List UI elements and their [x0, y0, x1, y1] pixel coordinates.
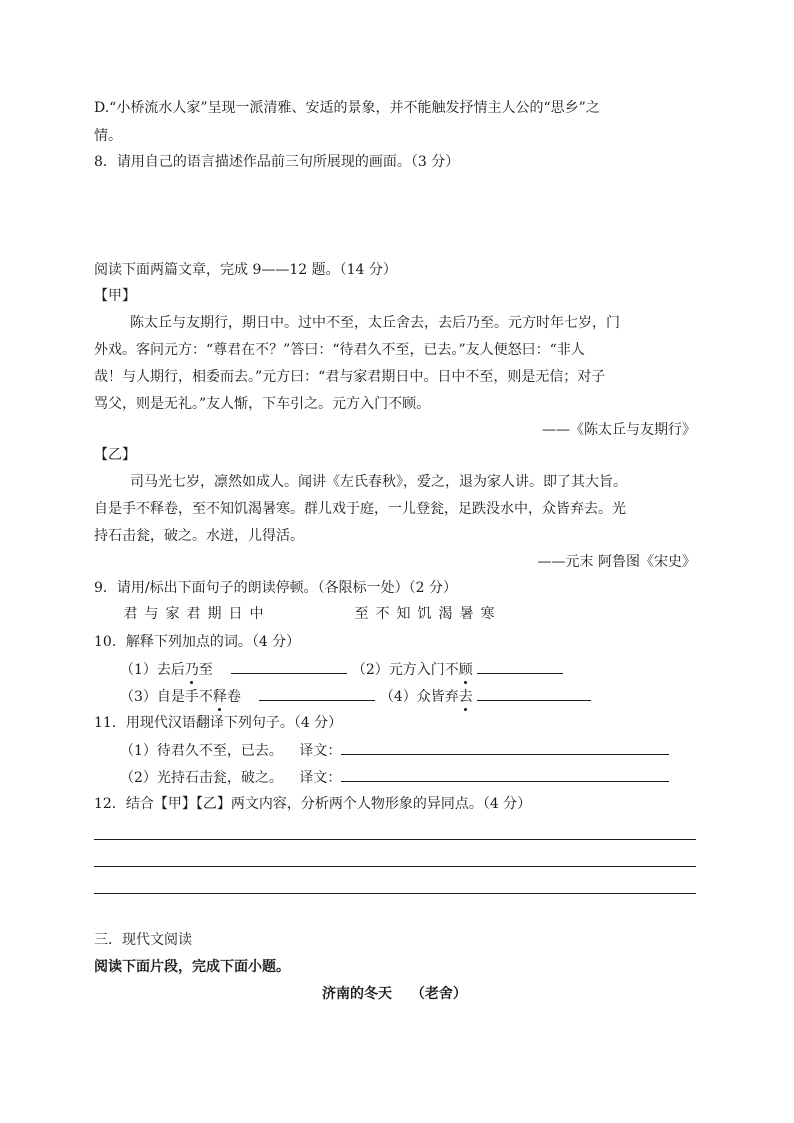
q9-s2-char[interactable]: 渴	[438, 606, 453, 622]
q11-row-2	[120, 767, 669, 788]
q9-s2-char[interactable]: 饥	[417, 606, 432, 622]
q10-item4-pre: （4）众皆弃	[379, 689, 459, 705]
q9-s2-char[interactable]: 寒	[480, 606, 495, 622]
q10-item1-dotted-word: 乃	[184, 662, 199, 678]
passage-jia-line: 哉！与人期行，相委而去。”元方曰：“君与家君期日中。日中不至，则是无信；对子	[94, 369, 606, 385]
passage-jia-line: 骂父，则是无礼。”友人惭，下车引之。元方入门不顾。	[94, 396, 431, 412]
passage-jia-line: 陈太丘与友期行，期日中。过中不至，太丘舍去，去后乃至。元方时年七岁，门	[130, 315, 620, 331]
passage-yi-line: 司马光七岁，凛然如成人。闻讲《左氏春秋》，爱之，退为家人讲。即了其大旨。	[130, 474, 627, 490]
passage-yi-line: 自是手不释卷，至不知饥渴暑寒。群儿戏于庭，一儿登瓮，足跌没水中，众皆弃去。光	[94, 501, 626, 517]
q9-s2-char[interactable]: 暑	[459, 606, 474, 622]
q9-s2-char[interactable]: 不	[375, 606, 390, 622]
q10-item3-pre: （3）自是手不	[120, 689, 213, 705]
q7-option-d-line1: D.“小桥流水人家”呈现一派清雅、安适的景象，并不能触发抒情主人公的“思乡”之	[94, 100, 600, 116]
question-9: 9．请用/标出下面句子的朗读停顿。（各限标一处）（2 分）	[94, 580, 457, 596]
q10-answer-blank-2[interactable]	[477, 659, 563, 674]
q10-item1-pre: （1）去后	[120, 662, 185, 678]
question-8: 8．请用自己的语言描述作品前三句所展现的画面。（3 分）	[94, 154, 460, 170]
passage-jia-line: 外戏。客问元方：“尊君在不？”答曰：“待君久不至，已去。”友人便怒曰：“非人	[94, 342, 585, 358]
q11-translate-label: 译文：	[299, 743, 342, 759]
q11-item1: （1）待君久不至，已去。	[120, 743, 283, 759]
passage-yi-label: 【乙】	[94, 447, 136, 463]
q9-s1-char[interactable]: 家	[165, 606, 180, 622]
q11-item2: （2）光持石击瓮，破之。	[120, 770, 283, 786]
q12-answer-line[interactable]	[94, 866, 696, 867]
q9-s1-char[interactable]: 君	[123, 606, 138, 622]
q12-answer-line[interactable]	[94, 893, 696, 894]
reading-intro: 阅读下面两篇文章，完成 9——12 题。（14 分）	[94, 262, 397, 278]
q10-answer-blank-4[interactable]	[477, 686, 591, 701]
question-10: 10．解释下列加点的词。（4 分）	[94, 634, 301, 650]
q9-s2-char[interactable]: 至	[354, 606, 369, 622]
q9-s1-char[interactable]: 期	[207, 606, 222, 622]
section-3-heading: 三．现代文阅读	[94, 932, 192, 948]
article-author: （老舍）	[410, 986, 467, 1002]
passage-yi-source: ——元末 阿鲁图《宋史》	[537, 554, 696, 570]
q10-item2-dotted-word: 顾	[458, 662, 473, 678]
q10-row-1	[120, 659, 563, 680]
article-title: 济南的冬天	[322, 986, 392, 1002]
q11-answer-blank-1[interactable]	[341, 740, 669, 755]
q10-answer-blank-1[interactable]	[231, 659, 347, 674]
question-12: 12．结合【甲】【乙】两文内容，分析两个人物形象的异同点。（4 分）	[94, 796, 532, 812]
question-11: 11．用现代汉语翻译下列句子。（4 分）	[94, 715, 343, 731]
q9-s1-char[interactable]: 日	[228, 606, 243, 622]
q10-item3-dotted-word: 释	[212, 689, 227, 705]
q9-s1-char[interactable]: 君	[186, 606, 201, 622]
q10-item4-dotted-word: 去	[458, 689, 473, 705]
q11-translate-label: 译文：	[299, 770, 342, 786]
q9-s2-char[interactable]: 知	[396, 606, 411, 622]
q11-answer-blank-2[interactable]	[341, 767, 669, 782]
section-3-intro: 阅读下面片段，完成下面小题。	[94, 959, 290, 975]
q10-item3-post: 卷	[226, 689, 241, 705]
q9-s1-char[interactable]: 与	[144, 606, 159, 622]
q12-answer-line[interactable]	[94, 839, 696, 840]
article-title-line	[322, 984, 467, 1004]
passage-jia-label: 【甲】	[94, 288, 136, 304]
q9-sentences	[120, 604, 498, 624]
q10-answer-blank-3[interactable]	[259, 686, 375, 701]
q10-item2-pre: （2）元方入门不	[351, 662, 459, 678]
q7-option-d-line2: 情。	[94, 128, 122, 144]
q10-row-2	[120, 686, 591, 707]
q10-item1-post: 至	[198, 662, 213, 678]
q9-s1-char[interactable]: 中	[249, 606, 264, 622]
passage-jia-source: ——《陈太丘与友期行》	[542, 422, 696, 438]
q11-row-1	[120, 740, 669, 761]
passage-yi-line: 持石击瓮，破之。水迸，儿得活。	[94, 528, 304, 544]
